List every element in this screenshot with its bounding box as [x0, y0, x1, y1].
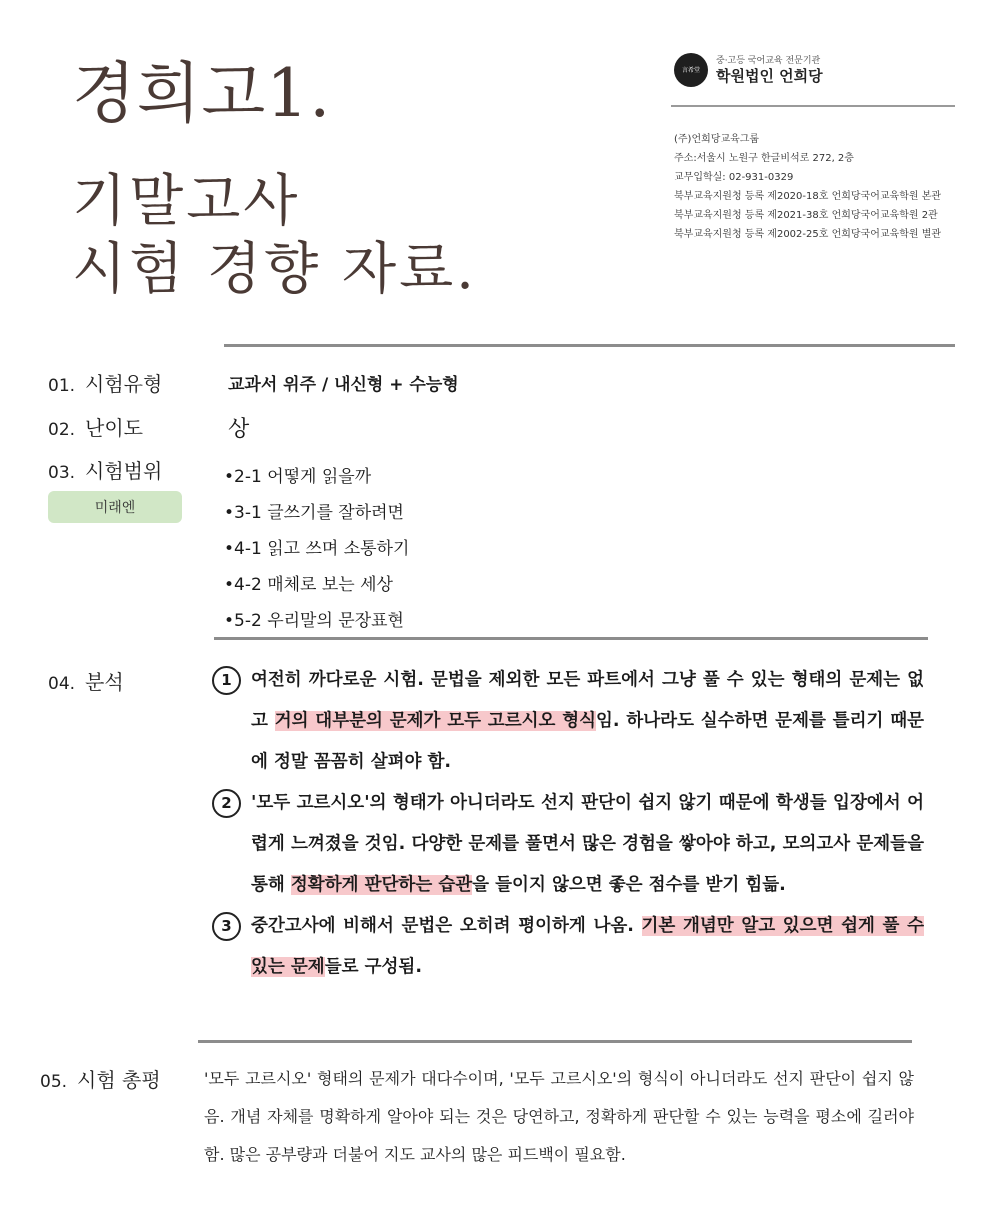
company-info-line: 북부교육지원청 등록 제2021-38호 언희당국어교육학원 2관 [674, 210, 938, 221]
logo-tagline: 중·고등 국어교육 전문기관 [716, 56, 821, 66]
highlight-text: 정확하게 판단하는 습관 [290, 875, 473, 895]
analysis-item-2: 2 '모두 고르시오'의 형태가 아니더라도 선지 판단이 쉽지 않기 때문에 학생들 입장에서 어렵게 느껴졌을 것임. 다양한 문제를 풀면서 많은 경험을 쌓아야 하고, 모의고사 문제들을 통해 정확하게 판단하는 습관을 들이지 않으면 좋은 점수를 받기 힘듦. [212, 783, 924, 906]
page-title: 경희고1. [72, 55, 332, 132]
highlight-text: 기본 개념만 알고 있으면 쉽게 풀 수 있는 문제 [251, 916, 924, 977]
logo-name: 학원법인 언희당 [716, 67, 823, 85]
list-item: •4-2 매체로 보는 세상 [224, 575, 393, 595]
logo-emblem-text: 言希堂 [681, 66, 700, 74]
section-difficulty-value: 상 [228, 417, 250, 442]
circled-number-icon: 3 [212, 912, 241, 941]
subtitle-line-2: 시험 경향 자료. [72, 237, 477, 302]
section-divider [224, 344, 955, 347]
page-subtitle [72, 168, 477, 304]
analysis-item-3: 3 중간고사에 비해서 문법은 오히려 평이하게 나옴. 기본 개념만 알고 있으면 쉽게 풀 수 있는 문제들로 구성됨. [212, 906, 924, 988]
analysis-list [212, 660, 924, 988]
section-divider [214, 637, 928, 640]
company-info-line: 북부교육지원청 등록 제2020-18호 언희당국어교육학원 본관 [674, 191, 942, 202]
circled-number-icon: 2 [212, 789, 241, 818]
highlight-text: 거의 대부분의 문제가 모두 고르시오 형식 [274, 711, 597, 731]
company-info-line: 주소:서울시 노원구 한글비석로 272, 2층 [674, 153, 854, 164]
company-info [674, 130, 941, 244]
list-item: •4-1 읽고 쓰며 소통하기 [224, 539, 410, 559]
section-range-label: 03. 시험범위 [48, 459, 163, 483]
section-review-label: 05. 시험 총평 [40, 1068, 161, 1092]
section-divider [198, 1040, 912, 1043]
textbook-badge: 미래엔 [48, 491, 182, 523]
section-difficulty-label: 02. 난이도 [48, 416, 144, 440]
list-item: •2-1 어떻게 읽을까 [224, 467, 372, 487]
section-type-value: 교과서 위주 / 내신형 + 수능형 [228, 375, 459, 395]
list-item: •5-2 우리말의 문장표현 [224, 611, 404, 631]
company-info-line: 교무입학실: 02-931-0329 [674, 172, 794, 183]
subtitle-line-1: 기말고사 [72, 169, 301, 234]
header-divider [671, 105, 955, 107]
list-item: •3-1 글쓰기를 잘하려면 [224, 503, 404, 523]
analysis-item-1: 1 여전히 까다로운 시험. 문법을 제외한 모든 파트에서 그냥 풀 수 있는 형태의 문제는 없고 거의 대부분의 문제가 모두 고르시오 형식임. 하나라도 실수하면 문제를 틀리기 때문에 정말 꼼꼼히 살펴야 함. [212, 660, 924, 783]
review-text: '모두 고르시오' 형태의 문제가 대다수이며, '모두 고르시오'의 형식이 아니더라도 선지 판단이 쉽지 않음. 개념 자체를 명확하게 알아야 되는 것은 당연하고, 정확하게 판단할 수 있는 능력을 평소에 길러야 함. 많은 공부량과 더불어 지도 교사의 많은 피드백이 필요함. [204, 1069, 914, 1164]
logo-emblem-icon [674, 53, 708, 87]
section-analysis-label: 04. 분석 [48, 670, 124, 694]
company-info-line: (주)언희당교육그룹 [674, 134, 760, 145]
range-list [224, 459, 409, 639]
circled-number-icon: 1 [212, 666, 241, 695]
section-type-label: 01. 시험유형 [48, 372, 163, 396]
company-info-line: 북부교육지원청 등록 제2002-25호 언희당국어교육학원 별관 [674, 229, 942, 240]
